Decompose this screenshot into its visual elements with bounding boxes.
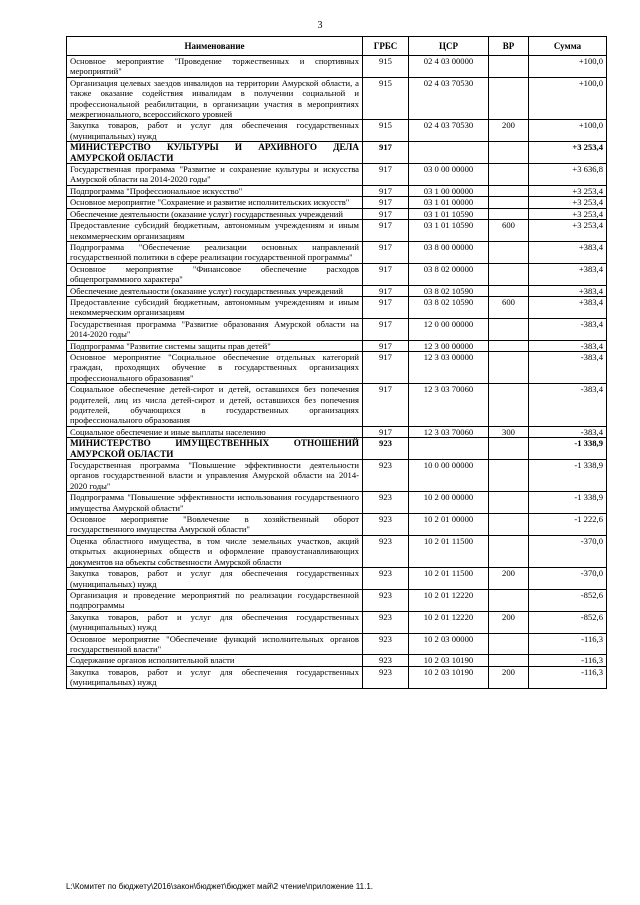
cell-csr: 02 4 03 70530 [409, 77, 489, 120]
cell-vr [489, 351, 529, 383]
table-row [67, 611, 607, 633]
table-row [67, 633, 607, 655]
cell-vr [489, 208, 529, 219]
cell-grbs: 915 [363, 120, 409, 142]
table-row [67, 263, 607, 285]
cell-name: Закупка товаров, работ и услуг для обеспечения государственных (муниципальных) нужд [67, 568, 363, 590]
cell-name: Основное мероприятие "Обеспечение функций исполнительных органов государственной власти" [67, 633, 363, 655]
cell-name: Государственная программа "Развитие образования Амурской области на 2014-2020 годы" [67, 318, 363, 340]
table-row [67, 340, 607, 351]
cell-sum: -383,4 [529, 351, 607, 383]
cell-name: Обеспечение деятельности (оказание услуг) государственных учреждений [67, 208, 363, 219]
cell-csr: 10 2 03 10190 [409, 655, 489, 666]
table-header-row [67, 37, 607, 56]
cell-vr: 200 [489, 611, 529, 633]
page-number: 3 [317, 20, 323, 31]
cell-sum: -383,4 [529, 384, 607, 427]
cell-sum: -116,3 [529, 666, 607, 688]
cell-sum: +100,0 [529, 77, 607, 120]
cell-sum: -370,0 [529, 535, 607, 567]
cell-vr [489, 460, 529, 492]
cell-vr [489, 142, 529, 164]
cell-sum: +383,4 [529, 296, 607, 318]
cell-name: Основное мероприятие "Социальное обеспечение отдельных категорий граждан, проходящих обучение в государственных организациях профессионального образования" [67, 351, 363, 383]
cell-sum: +3 253,4 [529, 142, 607, 164]
cell-vr [489, 514, 529, 536]
table-row [67, 666, 607, 688]
cell-csr: 03 8 02 10590 [409, 296, 489, 318]
cell-vr [489, 384, 529, 427]
cell-csr: 03 1 01 10590 [409, 220, 489, 242]
cell-sum: -116,3 [529, 655, 607, 666]
cell-vr [489, 633, 529, 655]
cell-csr: 10 2 01 12220 [409, 589, 489, 611]
table-row [67, 460, 607, 492]
cell-csr: 10 2 01 11500 [409, 535, 489, 567]
cell-vr [489, 285, 529, 296]
cell-vr [489, 589, 529, 611]
cell-sum: -1 338,9 [529, 460, 607, 492]
cell-name: Обеспечение деятельности (оказание услуг) государственных учреждений [67, 285, 363, 296]
cell-name: Закупка товаров, работ и услуг для обеспечения государственных (муниципальных) нужд [67, 611, 363, 633]
cell-csr: 03 8 02 10590 [409, 285, 489, 296]
cell-csr: 10 2 01 11500 [409, 568, 489, 590]
cell-sum: -383,4 [529, 340, 607, 351]
cell-csr: 10 2 03 10190 [409, 666, 489, 688]
cell-csr: 10 0 00 00000 [409, 460, 489, 492]
table-row [67, 185, 607, 196]
cell-vr [489, 438, 529, 460]
budget-table [66, 36, 607, 689]
cell-csr: 12 3 03 70060 [409, 426, 489, 437]
cell-grbs: 917 [363, 384, 409, 427]
cell-csr: 03 0 00 00000 [409, 164, 489, 186]
cell-vr: 200 [489, 120, 529, 142]
cell-grbs: 917 [363, 296, 409, 318]
cell-name: Социальное обеспечение и иные выплаты населению [67, 426, 363, 437]
cell-csr: 12 3 03 00000 [409, 351, 489, 383]
cell-sum: +100,0 [529, 56, 607, 78]
cell-grbs: 917 [363, 318, 409, 340]
cell-csr: 03 8 00 00000 [409, 241, 489, 263]
cell-csr: 02 4 03 70530 [409, 120, 489, 142]
cell-name: Социальное обеспечение детей-сирот и детей, оставшихся без попечения родителей, лиц из числа детей-сирот и детей, оставшихся без попечения родителей, обучающихся в государственных организациях профессионального образования [67, 384, 363, 427]
header-vr: ВР [489, 37, 529, 56]
cell-vr [489, 185, 529, 196]
cell-name: Основное мероприятие "Вовлечение в хозяйственный оборот государственного имущества Амурской области" [67, 514, 363, 536]
cell-name: Подпрограмма "Профессиональное искусство" [67, 185, 363, 196]
cell-vr [489, 655, 529, 666]
table-row-ministry [67, 438, 607, 460]
cell-vr: 300 [489, 426, 529, 437]
cell-csr: 10 2 00 00000 [409, 492, 489, 514]
cell-csr: 02 4 03 00000 [409, 56, 489, 78]
cell-grbs: 917 [363, 185, 409, 196]
cell-grbs: 917 [363, 142, 409, 164]
cell-csr: 10 2 03 00000 [409, 633, 489, 655]
cell-name: Основное мероприятие "Сохранение и развитие исполнительских искусств" [67, 197, 363, 208]
cell-sum: -852,6 [529, 589, 607, 611]
cell-sum: +383,4 [529, 241, 607, 263]
cell-grbs: 923 [363, 589, 409, 611]
cell-csr: 12 3 00 00000 [409, 340, 489, 351]
cell-sum: +383,4 [529, 263, 607, 285]
table-row [67, 426, 607, 437]
cell-grbs: 917 [363, 426, 409, 437]
cell-csr: 03 1 01 10590 [409, 208, 489, 219]
cell-grbs: 923 [363, 655, 409, 666]
cell-vr [489, 164, 529, 186]
cell-sum: +3 253,4 [529, 185, 607, 196]
cell-csr: 03 1 00 00000 [409, 185, 489, 196]
cell-name: Предоставление субсидий бюджетным, автономным учреждениям и иным некоммерческим организациям [67, 296, 363, 318]
table-row-ministry [67, 142, 607, 164]
table-row [67, 351, 607, 383]
table-row [67, 384, 607, 427]
table-row [67, 568, 607, 590]
header-csr: ЦСР [409, 37, 489, 56]
cell-grbs: 917 [363, 241, 409, 263]
cell-csr: 03 1 01 00000 [409, 197, 489, 208]
cell-csr: 12 0 00 00000 [409, 318, 489, 340]
cell-grbs: 923 [363, 535, 409, 567]
cell-name: Государственная программа "Повышение эффективности деятельности органов государственной власти и управления Амурской области на 2014-2020 годы" [67, 460, 363, 492]
cell-sum: +3 636,8 [529, 164, 607, 186]
cell-sum: -1 222,6 [529, 514, 607, 536]
table-row [67, 296, 607, 318]
cell-grbs: 923 [363, 514, 409, 536]
table-row [67, 197, 607, 208]
cell-name: Основное мероприятие "Финансовое обеспечение расходов общепрограммного характера" [67, 263, 363, 285]
cell-csr [409, 438, 489, 460]
table-row [67, 120, 607, 142]
cell-grbs: 923 [363, 633, 409, 655]
cell-vr [489, 492, 529, 514]
table-row [67, 535, 607, 567]
cell-sum: +383,4 [529, 285, 607, 296]
header-name: Наименование [67, 37, 363, 56]
cell-name: Подпрограмма "Повышение эффективности использования государственного имущества Амурской области" [67, 492, 363, 514]
table-row [67, 589, 607, 611]
cell-vr [489, 197, 529, 208]
cell-name: Предоставление субсидий бюджетным, автономным учреждениям и иным некоммерческим организациям [67, 220, 363, 242]
cell-vr: 200 [489, 666, 529, 688]
cell-name: Организация и проведение мероприятий по реализации государственной подпрограммы [67, 589, 363, 611]
cell-name: Закупка товаров, работ и услуг для обеспечения государственных (муниципальных) нужд [67, 120, 363, 142]
cell-grbs: 917 [363, 197, 409, 208]
table-row [67, 655, 607, 666]
table-row [67, 220, 607, 242]
table-body [67, 56, 607, 689]
cell-name: Основное мероприятие "Проведение торжественных и спортивных мероприятий" [67, 56, 363, 78]
cell-sum: -116,3 [529, 633, 607, 655]
cell-grbs: 923 [363, 460, 409, 492]
cell-name: МИНИСТЕРСТВО КУЛЬТУРЫ И АРХИВНОГО ДЕЛА АМУРСКОЙ ОБЛАСТИ [67, 142, 363, 164]
cell-grbs: 917 [363, 351, 409, 383]
cell-csr: 10 2 01 12220 [409, 611, 489, 633]
cell-sum: -1 338,9 [529, 438, 607, 460]
cell-grbs: 923 [363, 438, 409, 460]
cell-vr: 200 [489, 568, 529, 590]
table-row [67, 241, 607, 263]
cell-sum: +3 253,4 [529, 197, 607, 208]
cell-grbs: 915 [363, 77, 409, 120]
cell-grbs: 917 [363, 208, 409, 219]
table-row [67, 492, 607, 514]
cell-name: Содержание органов исполнительной власти [67, 655, 363, 666]
cell-name: Оценка областного имущества, в том числе земельных участков, акций открытых акционерных обществ и оформление правоустанавливающих документов на объекты собственности Амурской области [67, 535, 363, 567]
cell-vr [489, 340, 529, 351]
cell-sum: -1 338,9 [529, 492, 607, 514]
header-grbs: ГРБС [363, 37, 409, 56]
cell-csr [409, 142, 489, 164]
cell-vr [489, 535, 529, 567]
cell-sum: +3 253,4 [529, 208, 607, 219]
cell-csr: 03 8 02 00000 [409, 263, 489, 285]
cell-sum: -383,4 [529, 426, 607, 437]
cell-name: Подпрограмма "Обеспечение реализации основных направлений государственной политики в сфере реализации государственной программы" [67, 241, 363, 263]
cell-name: Подпрограмма "Развитие системы защиты прав детей" [67, 340, 363, 351]
header-sum: Сумма [529, 37, 607, 56]
table-row [67, 285, 607, 296]
cell-grbs: 917 [363, 285, 409, 296]
cell-name: Государственная программа "Развитие и сохранение культуры и искусства Амурской области на 2014-2020 годы" [67, 164, 363, 186]
cell-grbs: 923 [363, 568, 409, 590]
table-row [67, 208, 607, 219]
table-row [67, 514, 607, 536]
cell-vr [489, 318, 529, 340]
cell-csr: 12 3 03 70060 [409, 384, 489, 427]
cell-sum: -852,6 [529, 611, 607, 633]
cell-grbs: 915 [363, 56, 409, 78]
footer-file-path: L:\Комитет по бюджету\2016\закон\бюджет\бюджет май\2 чтение\приложение 11.1. [66, 882, 374, 891]
cell-grbs: 923 [363, 611, 409, 633]
cell-grbs: 917 [363, 164, 409, 186]
cell-sum: -383,4 [529, 318, 607, 340]
table-row [67, 318, 607, 340]
cell-vr: 600 [489, 296, 529, 318]
cell-name: Закупка товаров, работ и услуг для обеспечения государственных (муниципальных) нужд [67, 666, 363, 688]
cell-sum: +100,0 [529, 120, 607, 142]
cell-grbs: 923 [363, 666, 409, 688]
cell-name: Организация целевых заездов инвалидов на территории Амурской области, а также оказание содействия инвалидам в получении социальной и профессиональной реабилитации, в организации участия в мероприятиях межрегионального, всероссийского уровней [67, 77, 363, 120]
cell-grbs: 917 [363, 263, 409, 285]
cell-vr [489, 56, 529, 78]
cell-grbs: 923 [363, 492, 409, 514]
cell-csr: 10 2 01 00000 [409, 514, 489, 536]
cell-vr [489, 263, 529, 285]
cell-vr: 600 [489, 220, 529, 242]
cell-sum: +3 253,4 [529, 220, 607, 242]
cell-name: МИНИСТЕРСТВО ИМУЩЕСТВЕННЫХ ОТНОШЕНИЙ АМУРСКОЙ ОБЛАСТИ [67, 438, 363, 460]
cell-grbs: 917 [363, 340, 409, 351]
cell-vr [489, 241, 529, 263]
cell-vr [489, 77, 529, 120]
cell-sum: -370,0 [529, 568, 607, 590]
table-row [67, 164, 607, 186]
table-row [67, 56, 607, 78]
table-row [67, 77, 607, 120]
cell-grbs: 917 [363, 220, 409, 242]
